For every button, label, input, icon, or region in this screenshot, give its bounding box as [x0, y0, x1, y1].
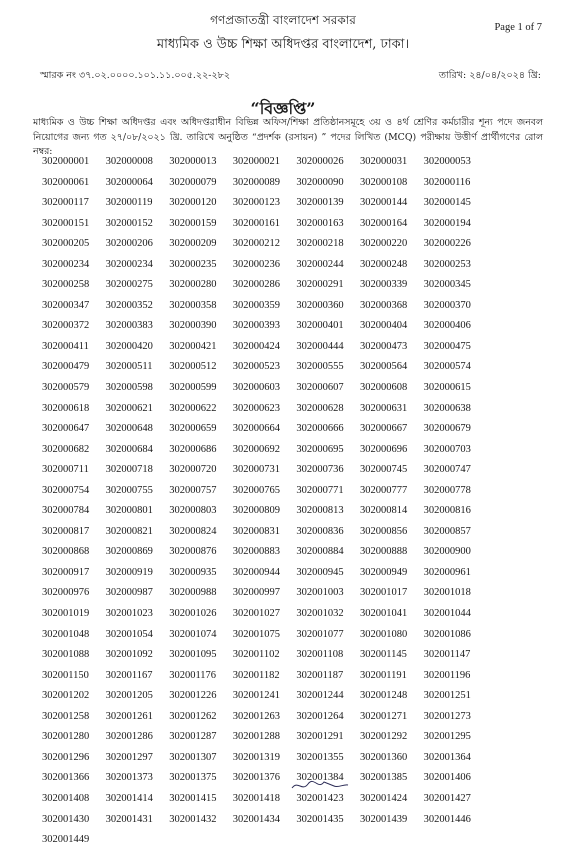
- roll-number: 302000152: [105, 217, 153, 229]
- roll-number: 302000555: [296, 361, 344, 373]
- roll-number: 302000345: [423, 279, 471, 291]
- roll-number: 302000151: [42, 217, 90, 229]
- roll-number: 302001241: [232, 690, 281, 702]
- roll-number: 302000976: [42, 587, 90, 599]
- roll-number: 302000358: [169, 299, 217, 311]
- roll-number: 302000631: [359, 402, 408, 414]
- roll-number: 302000090: [296, 176, 344, 188]
- roll-number: 302000945: [296, 566, 344, 578]
- roll-number: 302000695: [296, 443, 344, 455]
- roll-number: 302000621: [105, 402, 153, 414]
- roll-number: 302000026: [296, 156, 344, 167]
- roll-number: 302001191: [359, 669, 407, 681]
- roll-number: 302000608: [359, 382, 408, 394]
- roll-number: 302000757: [169, 484, 217, 496]
- roll-number: 302000406: [423, 320, 471, 332]
- roll-number: 302000718: [105, 464, 153, 476]
- roll-number: 302000919: [105, 566, 153, 578]
- roll-number: 302001044: [423, 608, 471, 620]
- roll-number: 302000123: [232, 197, 281, 209]
- roll-number: 302000667: [359, 423, 408, 435]
- roll-number: 302000286: [232, 279, 281, 291]
- roll-number: 302000275: [105, 279, 153, 291]
- roll-number: 302000061: [42, 176, 90, 188]
- roll-number: 302000359: [232, 299, 281, 311]
- roll-number: 302000031: [359, 156, 408, 167]
- roll-number: 302000523: [232, 361, 281, 373]
- memo-number: স্মারক নং ৩৭.০২.০০০০.১০১.১১.০০৫.২২-২৮২: [40, 70, 231, 81]
- roll-number: 302001251: [423, 690, 471, 702]
- roll-number: 302001273: [423, 710, 471, 722]
- roll-number: 302000868: [42, 546, 90, 558]
- roll-number: 302000686: [169, 443, 217, 455]
- roll-number: 302001376: [232, 772, 281, 784]
- roll-number: 302000226: [423, 238, 471, 250]
- roll-number: 302000401: [296, 320, 344, 332]
- roll-number: 302000404: [359, 320, 408, 332]
- roll-number: 302001108: [296, 649, 344, 661]
- roll-number: 302000021: [232, 156, 281, 167]
- roll-number: 302000235: [169, 258, 217, 270]
- roll-number: 302000599: [169, 382, 217, 394]
- roll-number: 302001088: [42, 649, 90, 661]
- roll-number: 302000234: [105, 258, 153, 270]
- roll-number: 302000411: [42, 340, 89, 352]
- roll-number: 302001092: [105, 649, 153, 661]
- roll-number: 302000479: [42, 361, 90, 373]
- roll-number: 302001023: [105, 608, 153, 620]
- roll-number: 302001095: [169, 649, 217, 661]
- roll-number: 302001446: [423, 813, 471, 825]
- roll-number: 302001017: [359, 587, 408, 599]
- roll-number: 302000917: [42, 566, 90, 578]
- roll-number: 302001424: [359, 792, 408, 804]
- roll-number: 302000280: [169, 279, 217, 291]
- roll-number: 302000648: [105, 423, 153, 435]
- roll-number: 302000116: [423, 176, 471, 188]
- roll-number: 302000682: [42, 443, 90, 455]
- roll-number: 302000961: [423, 566, 471, 578]
- roll-number: 302001295: [423, 731, 471, 743]
- roll-number: 302001026: [169, 608, 217, 620]
- roll-number: 302000473: [359, 340, 408, 352]
- roll-number: 302000778: [423, 484, 471, 496]
- roll-number: 302000475: [423, 340, 471, 352]
- roll-number: 302001286: [105, 731, 153, 743]
- roll-number: 302001415: [169, 792, 217, 804]
- roll-number: 302000747: [423, 464, 471, 476]
- roll-number: 302000664: [232, 423, 281, 435]
- roll-number: 302000615: [423, 382, 471, 394]
- roll-number: 302000512: [169, 361, 217, 373]
- issue-date: তারিখ: ২৪/০৪/২০২৪ খ্রি:: [438, 70, 541, 81]
- roll-number: 302000008: [105, 156, 153, 167]
- roll-number: 302001248: [359, 690, 408, 702]
- roll-number: 302000205: [42, 238, 90, 250]
- roll-number: 302001027: [232, 608, 281, 620]
- roll-number: 302001102: [232, 649, 280, 661]
- roll-number: 302000884: [296, 546, 344, 558]
- roll-number: 302000777: [359, 484, 408, 496]
- roll-number: 302000163: [296, 217, 344, 229]
- roll-number: 302000424: [232, 340, 281, 352]
- roll-number: 302001226: [169, 690, 217, 702]
- roll-number: 302000638: [423, 402, 471, 414]
- roll-number: 302001364: [423, 751, 471, 763]
- roll-number: 302001296: [42, 751, 90, 763]
- roll-number: 302000368: [359, 299, 408, 311]
- roll-number: 302000220: [359, 238, 408, 250]
- roll-number: 302000666: [296, 423, 344, 435]
- roll-number: 302001384: [296, 772, 344, 784]
- roll-number: 302000703: [423, 443, 471, 455]
- roll-number: 302000511: [105, 361, 153, 373]
- roll-number: 302001427: [423, 792, 471, 804]
- roll-number: 302000813: [296, 505, 344, 517]
- roll-number: 302000623: [232, 402, 281, 414]
- roll-number: 302000603: [232, 382, 281, 394]
- roll-number: 302000206: [105, 238, 153, 250]
- roll-number: 302000809: [232, 505, 281, 517]
- signature-mark: [290, 776, 350, 794]
- roll-number: 302001434: [232, 813, 281, 825]
- roll-number: 302000736: [296, 464, 344, 476]
- roll-number: 302001262: [169, 710, 217, 722]
- roll-number: 302001187: [296, 669, 344, 681]
- roll-number: 302001297: [105, 751, 153, 763]
- roll-number: 302001086: [423, 628, 471, 640]
- roll-number: 302000949: [359, 566, 408, 578]
- roll-number: 302000857: [423, 525, 471, 537]
- roll-number: 302000784: [42, 505, 90, 517]
- roll-number: 302000765: [232, 484, 281, 496]
- roll-number: 302001288: [232, 731, 281, 743]
- roll-number: 302001307: [169, 751, 217, 763]
- roll-number: 302000108: [359, 176, 408, 188]
- roll-number: 302000258: [42, 279, 90, 291]
- roll-number: 302001287: [169, 731, 217, 743]
- notice-body: মাধ্যমিক ও উচ্চ শিক্ষা অধিদপ্তর এবং অধিদপ্তরাধীন বিভিন্ন অফিস/শিক্ষা প্রতিষ্ঠানসমূহে ৩য় ও ৪র্থ শ্রেণির কর্মচারীর শূন্য পদে জনবল নিয়োগের জন্য গত ২৭/০৮/২০২১ খ্রি. তারিখে অনুষ্ঠিত “প্রদর্শক (রসায়ন) ” পদের লিখিত (MCQ) পরীক্ষায় উত্তীর্ণ প্রার্থীগণের রোল নম্বর:: [33, 117, 543, 157]
- roll-number: 302000831: [232, 525, 281, 537]
- roll-number: 302000883: [232, 546, 281, 558]
- roll-number: 302001196: [423, 669, 471, 681]
- roll-number: 302000053: [423, 156, 471, 167]
- roll-number: 302000856: [359, 525, 408, 537]
- roll-number: 302000194: [423, 217, 471, 229]
- roll-number: 302001032: [296, 608, 344, 620]
- roll-number: 302000159: [169, 217, 217, 229]
- roll-number: 302000079: [169, 176, 217, 188]
- roll-number: 302000836: [296, 525, 344, 537]
- roll-number: 302001145: [359, 649, 407, 661]
- roll-number: 302000622: [169, 402, 217, 414]
- page-number: Page 1 of 7: [494, 22, 542, 33]
- roll-number: 302001418: [232, 792, 281, 804]
- roll-number: 302000771: [296, 484, 344, 496]
- roll-number: 302000628: [296, 402, 344, 414]
- roll-number: 302000291: [296, 279, 344, 291]
- roll-number: 302001439: [359, 813, 408, 825]
- roll-number: 302001167: [105, 669, 153, 681]
- roll-number: 302000900: [423, 546, 471, 558]
- roll-number: 302000876: [169, 546, 217, 558]
- roll-number: 302001355: [296, 751, 344, 763]
- roll-number: 302001182: [232, 669, 280, 681]
- roll-number: 302000236: [232, 258, 281, 270]
- roll-number: 302000692: [232, 443, 281, 455]
- roll-number: 302000164: [359, 217, 408, 229]
- roll-number: 302001291: [296, 731, 344, 743]
- roll-number: 302001244: [296, 690, 344, 702]
- notice-title: “বিজ্ঞপ্তি”: [250, 99, 316, 118]
- government-heading: গণপ্রজাতন্ত্রী বাংলাদেশ সরকার: [210, 13, 356, 27]
- roll-number: 302000420: [105, 340, 153, 352]
- roll-number: 302000754: [42, 484, 90, 496]
- roll-number: 302001018: [423, 587, 471, 599]
- roll-number: 302001077: [296, 628, 344, 640]
- roll-number: 302001041: [359, 608, 408, 620]
- roll-number: 302001264: [296, 710, 344, 722]
- roll-number: 302000803: [169, 505, 217, 517]
- roll-number: 302000888: [359, 546, 408, 558]
- roll-number: 302001205: [105, 690, 153, 702]
- roll-number: 302000120: [169, 197, 217, 209]
- roll-number: 302001003: [296, 587, 344, 599]
- roll-number: 302000679: [423, 423, 471, 435]
- roll-number: 302000444: [296, 340, 344, 352]
- roll-number: 302000212: [232, 238, 281, 250]
- roll-number: 302000801: [105, 505, 153, 517]
- roll-number: 302000119: [105, 197, 153, 209]
- roll-number: 302000711: [42, 464, 89, 476]
- roll-number: 302000234: [42, 258, 90, 270]
- roll-number: 302000421: [169, 340, 217, 352]
- roll-number: 302001373: [105, 772, 153, 784]
- roll-number: 302000253: [423, 258, 471, 270]
- roll-number: 302000684: [105, 443, 153, 455]
- roll-number: 302001423: [296, 792, 344, 804]
- roll-number: 302000248: [359, 258, 408, 270]
- roll-number: 302000987: [105, 587, 153, 599]
- roll-number: 302000372: [42, 320, 90, 332]
- roll-number: 302001360: [359, 751, 408, 763]
- roll-number: 302000944: [232, 566, 281, 578]
- roll-number: 302000244: [296, 258, 344, 270]
- roll-number: 302000383: [105, 320, 153, 332]
- roll-number: 302001258: [42, 710, 90, 722]
- roll-number: 302001054: [105, 628, 153, 640]
- roll-number: 302000144: [359, 197, 408, 209]
- roll-number: 302001019: [42, 608, 90, 620]
- roll-number: 302001414: [105, 792, 153, 804]
- roll-number: 302001431: [105, 813, 153, 825]
- roll-number-table: [42, 155, 487, 854]
- roll-number: 302000720: [169, 464, 217, 476]
- roll-number: 302000352: [105, 299, 153, 311]
- roll-number: 302000209: [169, 238, 217, 250]
- roll-number: 302001075: [232, 628, 281, 640]
- roll-number: 302000360: [296, 299, 344, 311]
- roll-number: 302000089: [232, 176, 281, 188]
- roll-number: 302000607: [296, 382, 344, 394]
- roll-number: 302000013: [169, 156, 217, 167]
- roll-number: 302001263: [232, 710, 281, 722]
- roll-number: 302000731: [232, 464, 281, 476]
- roll-number: 302000117: [42, 197, 89, 209]
- roll-number: 302000139: [296, 197, 344, 209]
- roll-number: 302000393: [232, 320, 281, 332]
- roll-number: 302001385: [359, 772, 408, 784]
- roll-number: 302001449: [42, 834, 90, 846]
- roll-number: 302000696: [359, 443, 408, 455]
- roll-number: 302000001: [42, 156, 90, 167]
- roll-number: 302001074: [169, 628, 217, 640]
- roll-number: 302000755: [105, 484, 153, 496]
- roll-number: 302001319: [232, 751, 281, 763]
- roll-number: 302001375: [169, 772, 217, 784]
- roll-number: 302000659: [169, 423, 217, 435]
- roll-number: 302001176: [169, 669, 217, 681]
- roll-number: 302001292: [359, 731, 408, 743]
- roll-number: 302000869: [105, 546, 153, 558]
- roll-number: 302000145: [423, 197, 471, 209]
- roll-number: 302000370: [423, 299, 471, 311]
- roll-number: 302000218: [296, 238, 344, 250]
- roll-number: 302001408: [42, 792, 90, 804]
- roll-number: 302000347: [42, 299, 90, 311]
- roll-number: 302000161: [232, 217, 281, 229]
- roll-number: 302001406: [423, 772, 471, 784]
- roll-number: 302001280: [42, 731, 90, 743]
- roll-number: 302000618: [42, 402, 90, 414]
- roll-number: 302000564: [359, 361, 408, 373]
- roll-number: 302000988: [169, 587, 217, 599]
- roll-number: 302000821: [105, 525, 153, 537]
- roll-number: 302001202: [42, 690, 90, 702]
- roll-number: 302001435: [296, 813, 344, 825]
- roll-number: 302000339: [359, 279, 408, 291]
- roll-number: 302000817: [42, 525, 90, 537]
- roll-number: 302001147: [423, 649, 471, 661]
- roll-number: 302000745: [359, 464, 408, 476]
- roll-number: 302001366: [42, 772, 90, 784]
- roll-number: 302001432: [169, 813, 217, 825]
- roll-number: 302000579: [42, 382, 90, 394]
- roll-number: 302001150: [42, 669, 89, 681]
- roll-number: 302000816: [423, 505, 471, 517]
- roll-number: 302000598: [105, 382, 153, 394]
- roll-number: 302001271: [359, 710, 408, 722]
- roll-number: 302000647: [42, 423, 90, 435]
- department-heading: মাধ্যমিক ও উচ্চ শিক্ষা অধিদপ্তর বাংলাদেশ, ঢাকা।: [156, 37, 410, 52]
- roll-number: 302001261: [105, 710, 153, 722]
- roll-number: 302000390: [169, 320, 217, 332]
- roll-number: 302000814: [359, 505, 408, 517]
- roll-number: 302000574: [423, 361, 471, 373]
- roll-number: 302001048: [42, 628, 90, 640]
- roll-number: 302000997: [232, 587, 281, 599]
- roll-number: 302000064: [105, 176, 153, 188]
- roll-number: 302000935: [169, 566, 217, 578]
- roll-number: 302000824: [169, 525, 217, 537]
- roll-number: 302001080: [359, 628, 408, 640]
- roll-number: 302001430: [42, 813, 90, 825]
